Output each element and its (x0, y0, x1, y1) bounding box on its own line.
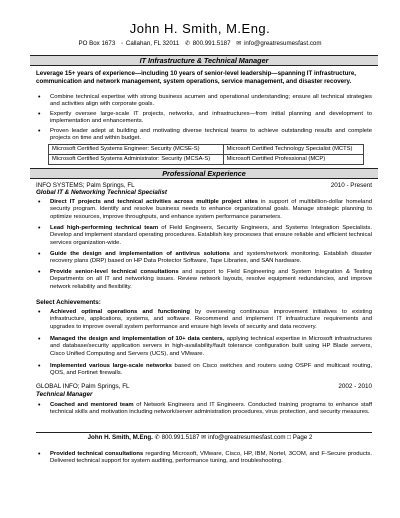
bullet-text: applying technical expertise in Microsoft infrastructures and database/security application servers in high-availability/fault tolerance configuration built using HP Blade servers, Cisco Unified Computing and Servers (UCS), and VMware. (50, 336, 372, 357)
achievement-bullet (36, 336, 372, 358)
cert-row (49, 155, 364, 165)
bullet-text: regarding Microsoft, VMware, Cisco, HP, IBM, Nortel, 3COM, and F-Secure products. Delivered technical support for system auditing, performance tuning, and troubleshooting. (50, 451, 372, 465)
bullet-lead: Provided technical consultations (50, 451, 144, 457)
job1-bullet (36, 251, 372, 266)
cert-cell: Microsoft Certified Systems Administrator: Security (MCSA-S) (49, 155, 224, 165)
candidate-name: John H. Smith, M.Eng. (129, 21, 271, 36)
summary-bullet: • Expertly oversee large-scale IT projects, networks, and infrastructures—from initial planning and development to implementation and enhancements. (36, 111, 372, 126)
job2-header (36, 383, 372, 391)
bullet-separator-icon: ◦ (121, 41, 124, 47)
experience-bar: Professional Experience (30, 168, 378, 179)
job1-title: Global IT & Networking Technical Specialist (36, 189, 167, 196)
bullet-lead: Implemented various large-scale networks (50, 363, 172, 369)
job1-bullet (36, 225, 372, 247)
bullet-lead: Direct IT projects and technical activities across multiple project sites (50, 199, 258, 205)
job2-company: GLOBAL INFO; Palm Springs, FL (36, 383, 130, 390)
summary-lead: Leverage 15+ years of experience—including 10 years of senior-level leadership—spanning IT infrastructure, communication and network management, system operations, service management, and disaster recovery. (36, 70, 356, 85)
bullet-lead: Managed the design and implementation of 10+ data centers, (50, 336, 225, 342)
job1-company: INFO SYSTEMS; Palm Springs, FL (36, 182, 135, 189)
bullet-lead: Provide senior-level technical consultations (50, 269, 179, 275)
footer-phone: 800.991.5187 (161, 434, 200, 441)
phone-icon: ✆ (184, 41, 190, 47)
achievements-heading: Select Achievements: (36, 299, 101, 306)
job1-bullet (36, 269, 372, 291)
bullet-text: in support of multibillion-dollar homeland security program. Identify and resolve business needs to enhance organizational goals. Manage strategic planning to optimize resources, improve throughputs, and enhance system performance parameters. (50, 199, 372, 220)
phone: 800.991.5187 (192, 40, 231, 47)
job2-title: Technical Manager (36, 391, 93, 398)
page-footer (0, 434, 400, 441)
bullet-text: and system/network monitoring. Establish disaster recovery plans (DRP) based on HP Data Protector Software, Tape Libraries, and SAN hardware. (50, 251, 372, 265)
phone-icon: ✆ (154, 434, 160, 441)
email-icon: ✉ (236, 41, 242, 47)
summary-bullet: • Combine technical expertise with strong business acumen and operational understanding; ensure all technical strategies and activities align with corporate goals. (36, 94, 372, 109)
city: Callahan, FL 32011 (125, 40, 180, 47)
achievement-bullet (36, 363, 372, 378)
bullet-text: by overseeing continuous improvement initiatives to existing infrastructure, applications, systems, and software. Recommend and implement IT infrastructure requirements and upgrades to improve overall system performance and ensure high levels of security and data recovery. (50, 309, 372, 330)
cert-cell: Microsoft Certified Professional (MCP) (223, 155, 363, 165)
footer-divider (36, 432, 372, 433)
bullet-lead: Achieved optimal operations and functioning (50, 309, 190, 315)
page-icon: □ (287, 434, 292, 441)
cert-row (49, 145, 364, 155)
cert-cell: Microsoft Certified Systems Engineer: Security (MCSE-S) (49, 145, 224, 155)
page2-bullet (36, 451, 372, 466)
certifications-table (48, 144, 364, 165)
po-box: PO Box 1673 (78, 40, 116, 47)
email[interactable]: info@greatresumesfast.com (244, 40, 322, 47)
job2-dates: 2002 - 2010 (338, 383, 372, 390)
bullet-lead: Lead high-performing technical team (50, 225, 159, 231)
bullet-lead: Coached and mentored team (50, 402, 134, 408)
achievement-bullet (36, 309, 372, 331)
job1-bullet (36, 199, 372, 221)
email-icon: ✉ (201, 434, 207, 441)
footer-email[interactable]: info@greatresumesfast.com (208, 434, 286, 441)
footer-name: John H. Smith, M.Eng. (87, 434, 153, 441)
bullet-text: of Field Engineers, Security Engineers, and Systems Integration Specialists. Develop and implement standard operating procedures. Establish key processes that ensure reliable and efficient technical services organization-wide. (50, 225, 372, 246)
title-bar: IT Infrastructure & Technical Manager (30, 55, 378, 66)
bullet-text: of Network Engineers and IT Engineers. Conducted training programs to enhance staff technical skills and motivation including network/server administration procedures, virus protection, and security measures. (50, 402, 372, 416)
contact-line (0, 40, 400, 47)
bullet-text: and support to Field Engineering and System Integration & Testing Departments on all IT and networking issues. Review network layouts, resolve equipment redundancies, and improve network reliability and flexibility. (50, 269, 372, 290)
job2-bullet (36, 402, 372, 417)
bullet-text: based on Cisco switches and routers using OSPF and multicast routing, QOS, and Fortinet firewalls. (50, 363, 372, 377)
cert-cell: Microsoft Certified Technology Specialist (MCTS) (223, 145, 363, 155)
summary-bullet: • Proven leader adept at building and motivating diverse technical teams to achieve outstanding results and complete projects on time and within budget. (36, 128, 372, 143)
job1-dates: 2010 - Present (330, 182, 372, 189)
footer-page: Page 2 (292, 434, 313, 441)
bullet-lead: Guide the design and implementation of antivirus solutions (50, 251, 230, 257)
